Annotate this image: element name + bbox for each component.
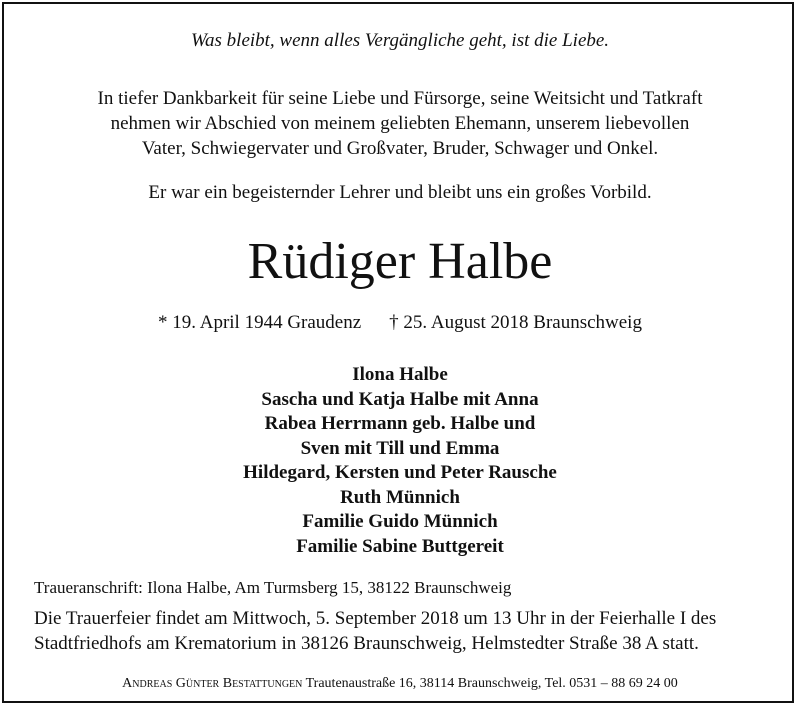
funeral-info-line: Die Trauerfeier findet am Mittwoch, 5. September 2018 um 13 Uhr in der Feierhalle I des <box>34 608 717 629</box>
gratitude-text <box>0 86 800 161</box>
funeral-info-line: Stadtfriedhofs am Krematorium in 38126 Braunschweig, Helmstedter Straße 38 A statt. <box>34 633 699 654</box>
gratitude-line: nehmen wir Abschied von meinem geliebten Ehemann, unserem liebevollen <box>110 113 690 134</box>
gratitude-line: In tiefer Dankbarkeit für seine Liebe und Fürsorge, seine Weitsicht und Tatkraft <box>97 88 703 109</box>
life-dates <box>0 312 800 334</box>
mourners-list <box>0 363 800 559</box>
mourner-line: Ruth Münnich <box>340 486 460 508</box>
deceased-name: Rüdiger Halbe <box>247 233 553 290</box>
mourning-address: Traueranschrift: Ilona Halbe, Am Turmsberg 15, 38122 Braunschweig <box>34 578 512 597</box>
mourner-line: Familie Guido Münnich <box>302 511 498 532</box>
mourner-line: Familie Sabine Buttgereit <box>296 535 504 557</box>
funeral-home-name: Andreas Günter Bestattungen <box>122 676 303 691</box>
gratitude-line: Vater, Schwiegervater und Großvater, Bruder, Schwager und Onkel. <box>141 138 659 159</box>
funeral-home-details: Trautenaustraße 16, 38114 Braunschweig, Tel. 0531 – 88 69 24 00 <box>305 676 678 691</box>
mourner-line: Sven mit Till und Emma <box>300 437 500 459</box>
funeral-info <box>34 606 764 656</box>
mourner-line: Hildegard, Kersten und Peter Rausche <box>243 462 557 483</box>
birth-date: * 19. April 1944 Graudenz <box>158 312 362 333</box>
funeral-home-footer <box>0 676 800 692</box>
mourner-line: Ilona Halbe <box>352 364 448 385</box>
mourner-line: Rabea Herrmann geb. Halbe und <box>264 413 536 434</box>
mourner-line: Sascha und Katja Halbe mit Anna <box>261 388 539 410</box>
role-model-line: Er war ein begeisternder Lehrer und bleibt uns ein großes Vorbild. <box>148 182 652 203</box>
motto: Was bleibt, wenn alles Vergängliche geht, ist die Liebe. <box>190 30 610 51</box>
death-date: † 25. August 2018 Braunschweig <box>389 312 642 333</box>
